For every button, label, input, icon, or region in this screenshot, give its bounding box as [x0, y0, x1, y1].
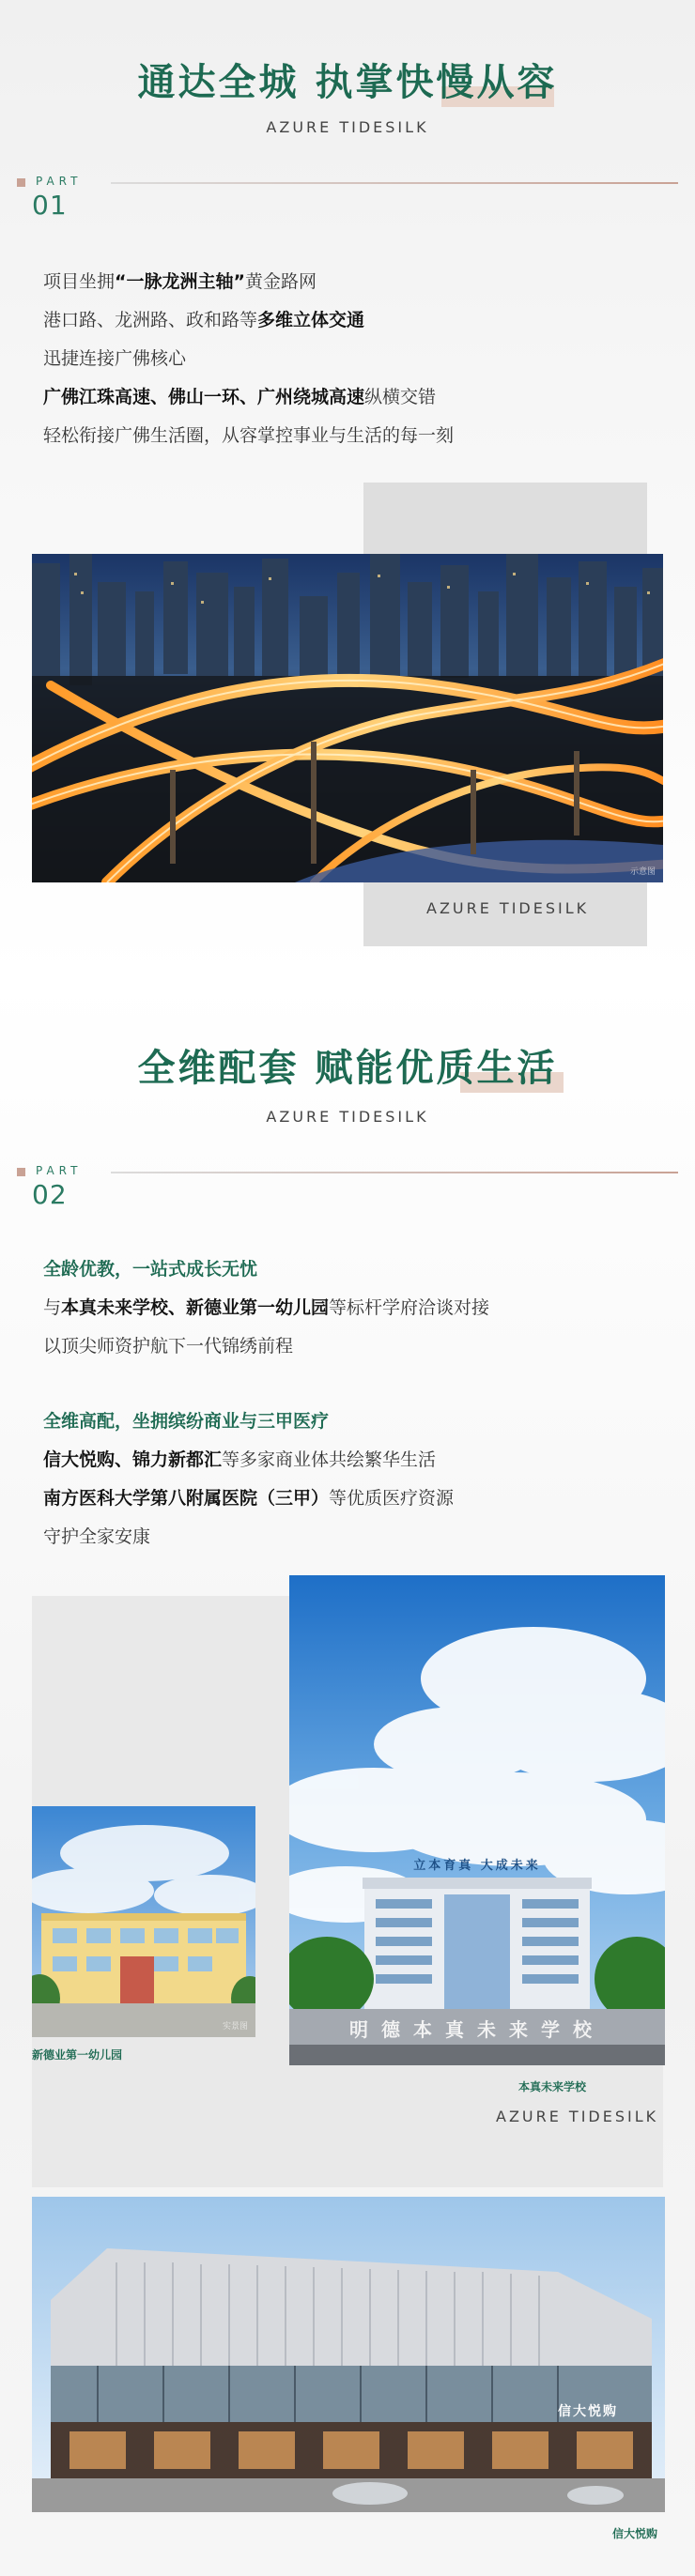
text-line: 轻松衔接广佛生活圈，从容掌控事业与生活的每一刻	[43, 425, 455, 446]
education-heading: 全龄优教，一站式成长无忧	[43, 1259, 258, 1280]
school-sign-text: 明德本真未来学校	[349, 2018, 605, 2041]
kindergarten-illustration	[32, 1806, 255, 2037]
part-divider	[111, 182, 678, 184]
text-line: 以顶尖师资护航下一代锦绣前程	[43, 1336, 294, 1357]
text-line: 项目坐拥“一脉龙洲主轴”黄金路网	[43, 271, 317, 292]
kindergarten-photo	[32, 1806, 255, 2037]
mall-photo	[32, 2197, 665, 2512]
part-number: 02	[32, 1179, 68, 1210]
text-line: 与本真未来学校、新德业第一幼儿园等标杆学府洽谈对接	[43, 1297, 490, 1318]
part-label: PART	[36, 1164, 83, 1177]
lifestyle-heading: 全维高配，坐拥缤纷商业与三甲医疗	[43, 1411, 330, 1432]
lifestyle-block	[43, 1403, 454, 1556]
text-line: 迅捷连接广佛核心	[43, 348, 187, 369]
text-line: 南方医科大学第八附属医院（三甲）等优质医疗资源	[43, 1488, 455, 1509]
section2-title: 全维配套 赋能优质生活	[137, 1046, 558, 1090]
mid-caption: AZURE TIDESILK	[496, 2108, 659, 2125]
school-photo	[289, 1575, 665, 2065]
part-label: PART	[36, 175, 83, 188]
part-marker	[17, 1168, 25, 1176]
highway-interchange-photo	[32, 554, 663, 882]
part-divider	[111, 1172, 678, 1173]
school-banner-text: 立本育真 大成未来	[413, 1859, 541, 1873]
highway-night-illustration	[32, 554, 663, 882]
part-marker	[17, 178, 25, 187]
text-line: 广佛江珠高速、佛山一环、广州绕城高速纵横交错	[43, 387, 437, 407]
mall-sign-text: 信大悦购	[558, 2404, 618, 2419]
mall-caption: 信大悦购	[612, 2527, 658, 2540]
education-block	[43, 1250, 489, 1366]
text-line: 港口路、龙洲路、政和路等多维立体交通	[43, 310, 365, 330]
photo-watermark: 示意图	[629, 867, 656, 877]
photo-caption: AZURE TIDESILK	[426, 899, 590, 917]
school-caption: 本真未来学校	[518, 2080, 587, 2093]
mall-building-illustration	[32, 2197, 665, 2512]
section1-text	[43, 263, 454, 455]
text-line: 信大悦购、锦力新都汇等多家商业体共绘繁华生活	[43, 1449, 437, 1470]
text-line: 守护全家安康	[43, 1526, 151, 1547]
section1-title: 通达全城 执掌快慢从容	[137, 60, 558, 104]
section1-subtitle: AZURE TIDESILK	[266, 118, 429, 136]
part-number: 01	[32, 190, 68, 221]
school-building-illustration	[289, 1575, 665, 2065]
kindergarten-watermark: 实景图	[222, 2022, 248, 2032]
kindergarten-caption: 新德业第一幼儿园	[32, 2048, 123, 2062]
section2-subtitle: AZURE TIDESILK	[266, 1108, 429, 1126]
